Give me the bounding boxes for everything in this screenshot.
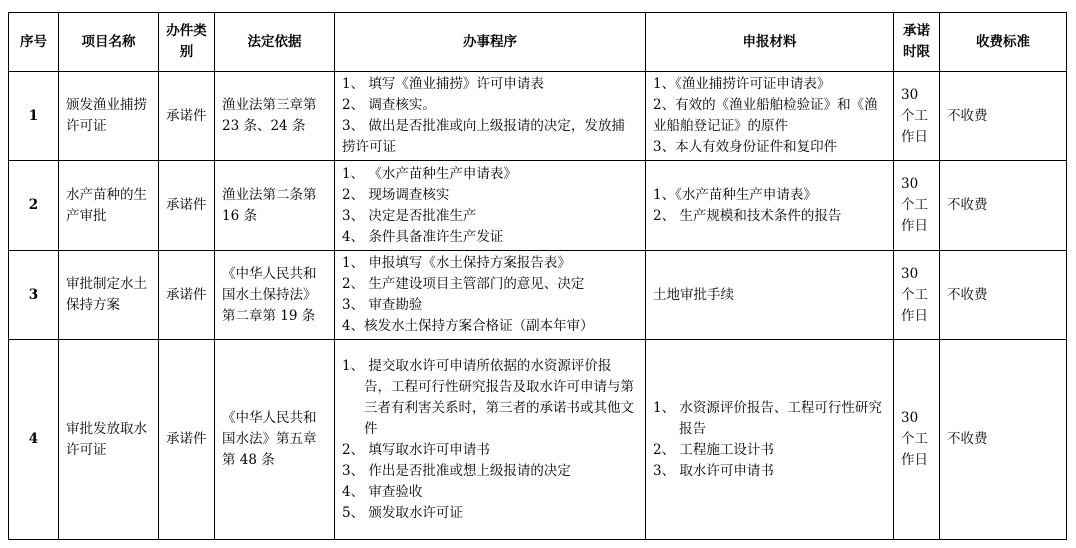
header-procedure: 办事程序 xyxy=(335,13,646,72)
material-item: 2、 工程施工设计书 xyxy=(653,441,774,458)
procedure-step: 3、 决定是否批准生产 xyxy=(342,207,477,224)
row-basis: 渔业法第三章第 23 条、24 条 xyxy=(215,72,335,161)
row-fee: 不收费 xyxy=(940,251,1067,340)
material-item: 2、 生产规模和技术条件的报告 xyxy=(653,207,842,224)
procedure-step: 2、 生产建设项目主管部门的意见、决定 xyxy=(342,276,585,292)
procedure-step: 3、 作出是否批准或想上级报请的决定 xyxy=(342,462,571,479)
row-type: 承诺件 xyxy=(159,251,215,340)
row-basis: 《中华人民共和国水土保持法》第二章第 19 条 xyxy=(215,251,335,340)
row-procedure xyxy=(335,72,646,161)
material-item: 2、有效的《渔业船舶检验证》和《渔业船舶登记证》的原件 xyxy=(653,97,878,134)
procedure-step: 2、 填写取水许可申请书 xyxy=(342,441,490,458)
material-item: 1、《水产苗种生产申请表》 xyxy=(653,186,817,203)
header-time: 承诺时限 xyxy=(894,13,940,72)
row-fee: 不收费 xyxy=(940,340,1067,540)
row-procedure xyxy=(335,340,646,540)
row-no: 1 xyxy=(9,72,59,161)
header-type: 办件类别 xyxy=(159,13,215,72)
row-fee: 不收费 xyxy=(940,161,1067,251)
services-table xyxy=(8,12,1067,540)
table-row xyxy=(9,340,1067,540)
table-row xyxy=(9,251,1067,340)
material-item: 1、 水资源评价报告、工程可行性研究报告 xyxy=(653,399,882,437)
row-type: 承诺件 xyxy=(159,340,215,540)
procedure-step: 3、 做出是否批准或向上级报请的决定，发放捕捞许可证 xyxy=(342,118,625,155)
row-procedure xyxy=(335,251,646,340)
row-name: 颁发渔业捕捞许可证 xyxy=(59,72,159,161)
material-item: 3、本人有效身份证件和复印件 xyxy=(653,139,838,155)
row-name: 水产苗种的生产审批 xyxy=(59,161,159,251)
procedure-step: 4、 条件具备准许生产发证 xyxy=(342,228,504,245)
material-item: 1、《渔业捕捞许可证申请表》 xyxy=(653,76,831,92)
header-name: 项目名称 xyxy=(59,13,159,72)
row-time: 30 个工作日 xyxy=(894,161,940,251)
procedure-step: 5、 颁发取水许可证 xyxy=(342,504,463,521)
procedure-step: 2、 现场调查核实 xyxy=(342,186,450,203)
row-type: 承诺件 xyxy=(159,72,215,161)
row-materials xyxy=(646,72,894,161)
row-time: 30 个工作日 xyxy=(894,340,940,540)
row-no: 4 xyxy=(9,340,59,540)
procedure-step: 1、 填写《渔业捕捞》许可申请表 xyxy=(342,76,544,92)
row-basis: 渔业法第二条第 16 条 xyxy=(215,161,335,251)
header-row xyxy=(9,13,1067,72)
row-materials xyxy=(646,251,894,340)
row-fee: 不收费 xyxy=(940,72,1067,161)
header-no: 序号 xyxy=(9,13,59,72)
row-no: 2 xyxy=(9,161,59,251)
row-no: 3 xyxy=(9,251,59,340)
procedure-step: 3、 审查勘验 xyxy=(342,297,423,313)
procedure-step: 4、 审查验收 xyxy=(342,483,423,500)
procedure-step: 2、 调查核实。 xyxy=(342,97,436,113)
row-time: 30 个工作日 xyxy=(894,72,940,161)
row-name: 审批制定水土保持方案 xyxy=(59,251,159,340)
row-type: 承诺件 xyxy=(159,161,215,251)
row-procedure xyxy=(335,161,646,251)
header-materials: 申报材料 xyxy=(646,13,894,72)
header-fee: 收费标准 xyxy=(940,13,1067,72)
procedure-step: 1、 提交取水许可申请所依据的水资源评价报告，工程可行性研究报告及取水许可申请与第三者有利害关系时，第三者的承诺书或其他文件 xyxy=(342,357,634,437)
procedure-step: 1、 申报填写《水土保持方案报告表》 xyxy=(342,255,571,271)
table-row xyxy=(9,72,1067,161)
procedure-step: 1、 《水产苗种生产申请表》 xyxy=(342,165,517,182)
row-materials xyxy=(646,340,894,540)
row-name: 审批发放取水许可证 xyxy=(59,340,159,540)
header-basis: 法定依据 xyxy=(215,13,335,72)
row-time: 30 个工作日 xyxy=(894,251,940,340)
row-basis: 《中华人民共和国水法》第五章第 48 条 xyxy=(215,340,335,540)
material-item: 3、 取水许可申请书 xyxy=(653,462,774,479)
material-item: 土地审批手续 xyxy=(653,286,734,303)
procedure-step: 4、核发水土保持方案合格证（副本年审） xyxy=(342,318,594,334)
row-materials xyxy=(646,161,894,251)
table-row xyxy=(9,161,1067,251)
